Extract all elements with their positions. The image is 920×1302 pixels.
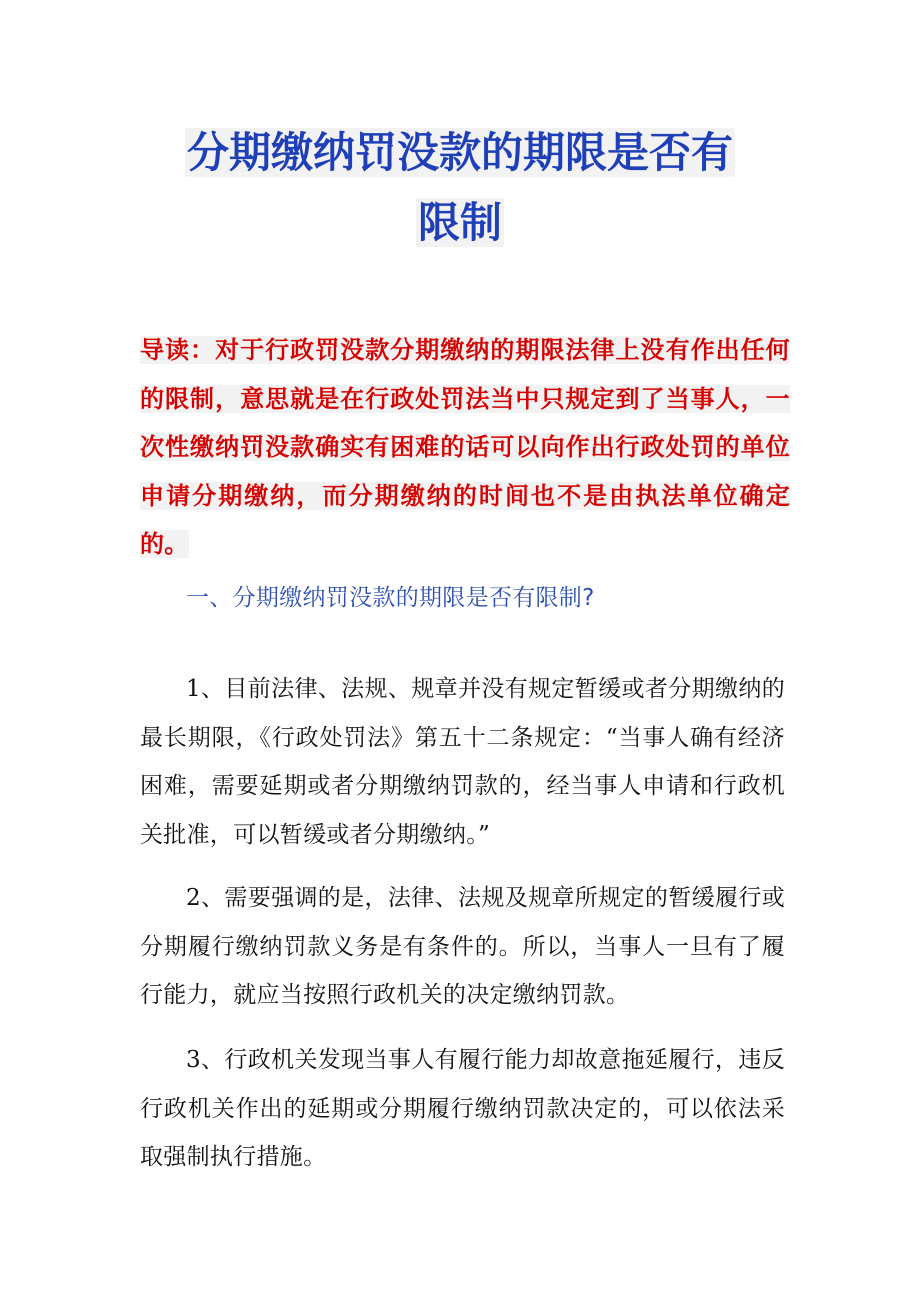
intro-text: 导读：对于行政罚没款分期缴纳的期限法律上没有作出任何的限制，意思就是在行政处罚法当中只规定到了当事人，一次性缴纳罚没款确实有困难的话可以向作出行政处罚的单位申请分期缴纳，而分期缴纳的时间也不是由执法单位确定的。 — [140, 336, 790, 558]
paragraph-2: 2、需要强调的是，法律、法规及规章所规定的暂缓履行或分期履行缴纳罚款义务是有条件的。所以，当事人一旦有了履行能力，就应当按照行政机关的决定缴纳罚款。 — [140, 885, 785, 1008]
section-heading: 一、分期缴纳罚没款的期限是否有限制? — [186, 585, 595, 611]
title-line-1: 分期缴纳罚没款的期限是否有 — [186, 128, 733, 177]
document-title — [140, 118, 780, 258]
paragraph-3: 3、行政机关发现当事人有履行能力却故意拖延履行，违反行政机关作出的延期或分期履行缴纳罚款决定的，可以依法采取强制执行措施。 — [140, 1047, 785, 1170]
intro-summary — [140, 326, 790, 569]
paragraph-1: 1、目前法律、法规、规章并没有规定暂缓或者分期缴纳的最长期限，《行政处罚法》第五十二条规定：“当事人确有经济困难，需要延期或者分期缴纳罚款的，经当事人申请和行政机关批准，可以暂缓或者分期缴纳。” — [140, 676, 785, 848]
title-line-2: 限制 — [417, 198, 502, 247]
